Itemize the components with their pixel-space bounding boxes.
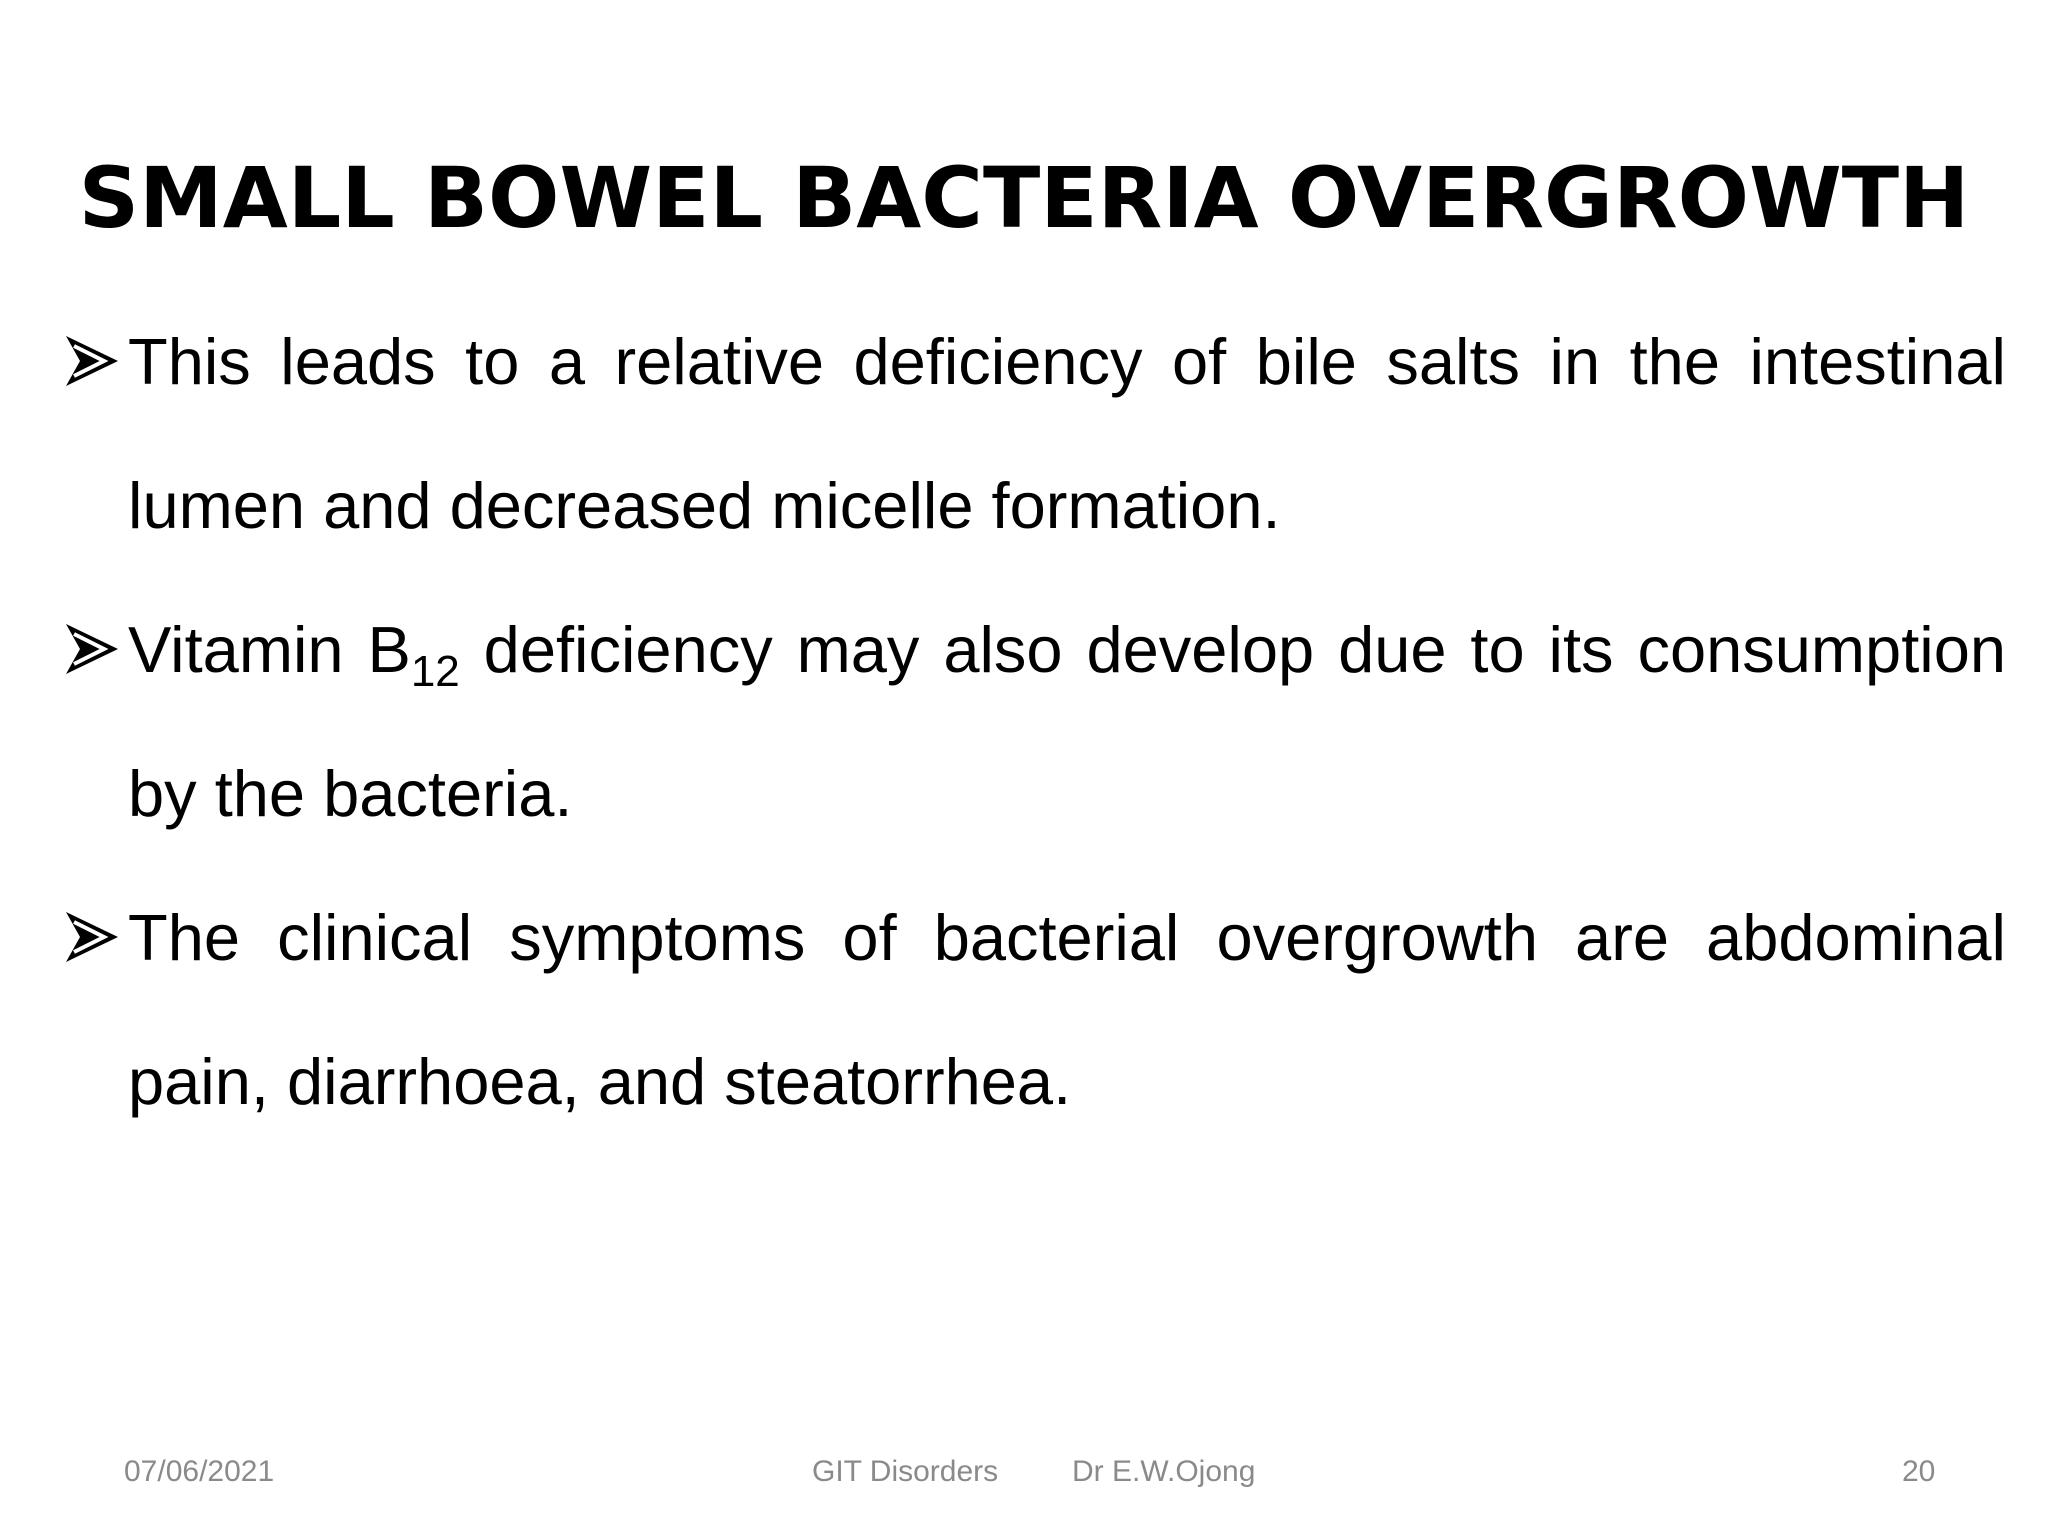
bullet-text: This leads to a relative deficiency of bile salts in the intestinal lumen and decreased micelle formation. — [128, 325, 2006, 542]
arrowhead-bullet-icon — [64, 910, 120, 964]
bullet-item — [64, 290, 2006, 578]
bullet-text-before: Vitamin B — [128, 613, 411, 686]
bullet-text-after: deficiency may also develop due to its consumption by the bacteria. — [128, 613, 2006, 830]
footer-date: 07/06/2021 — [124, 1455, 275, 1488]
footer-author: Dr E.W.Ojong — [1072, 1455, 1256, 1488]
bullet-text — [128, 613, 2006, 830]
subscript-12: 12 — [410, 647, 460, 696]
footer-page-number: 20 — [1902, 1455, 1936, 1488]
footer-presentation-title: GIT Disorders — [812, 1455, 999, 1488]
bullet-text: The clinical symptoms of bacterial overgrowth are abdominal pain, diarrhoea, and steatorrhea. — [128, 901, 2006, 1118]
arrowhead-bullet-icon — [64, 622, 120, 676]
bullet-item — [64, 866, 2006, 1154]
slide-title: SMALL BOWEL BACTERIA OVERGROWTH — [78, 149, 1970, 247]
bullet-item — [64, 578, 2006, 866]
slide-body — [64, 290, 2006, 1154]
arrowhead-bullet-icon — [64, 334, 120, 388]
